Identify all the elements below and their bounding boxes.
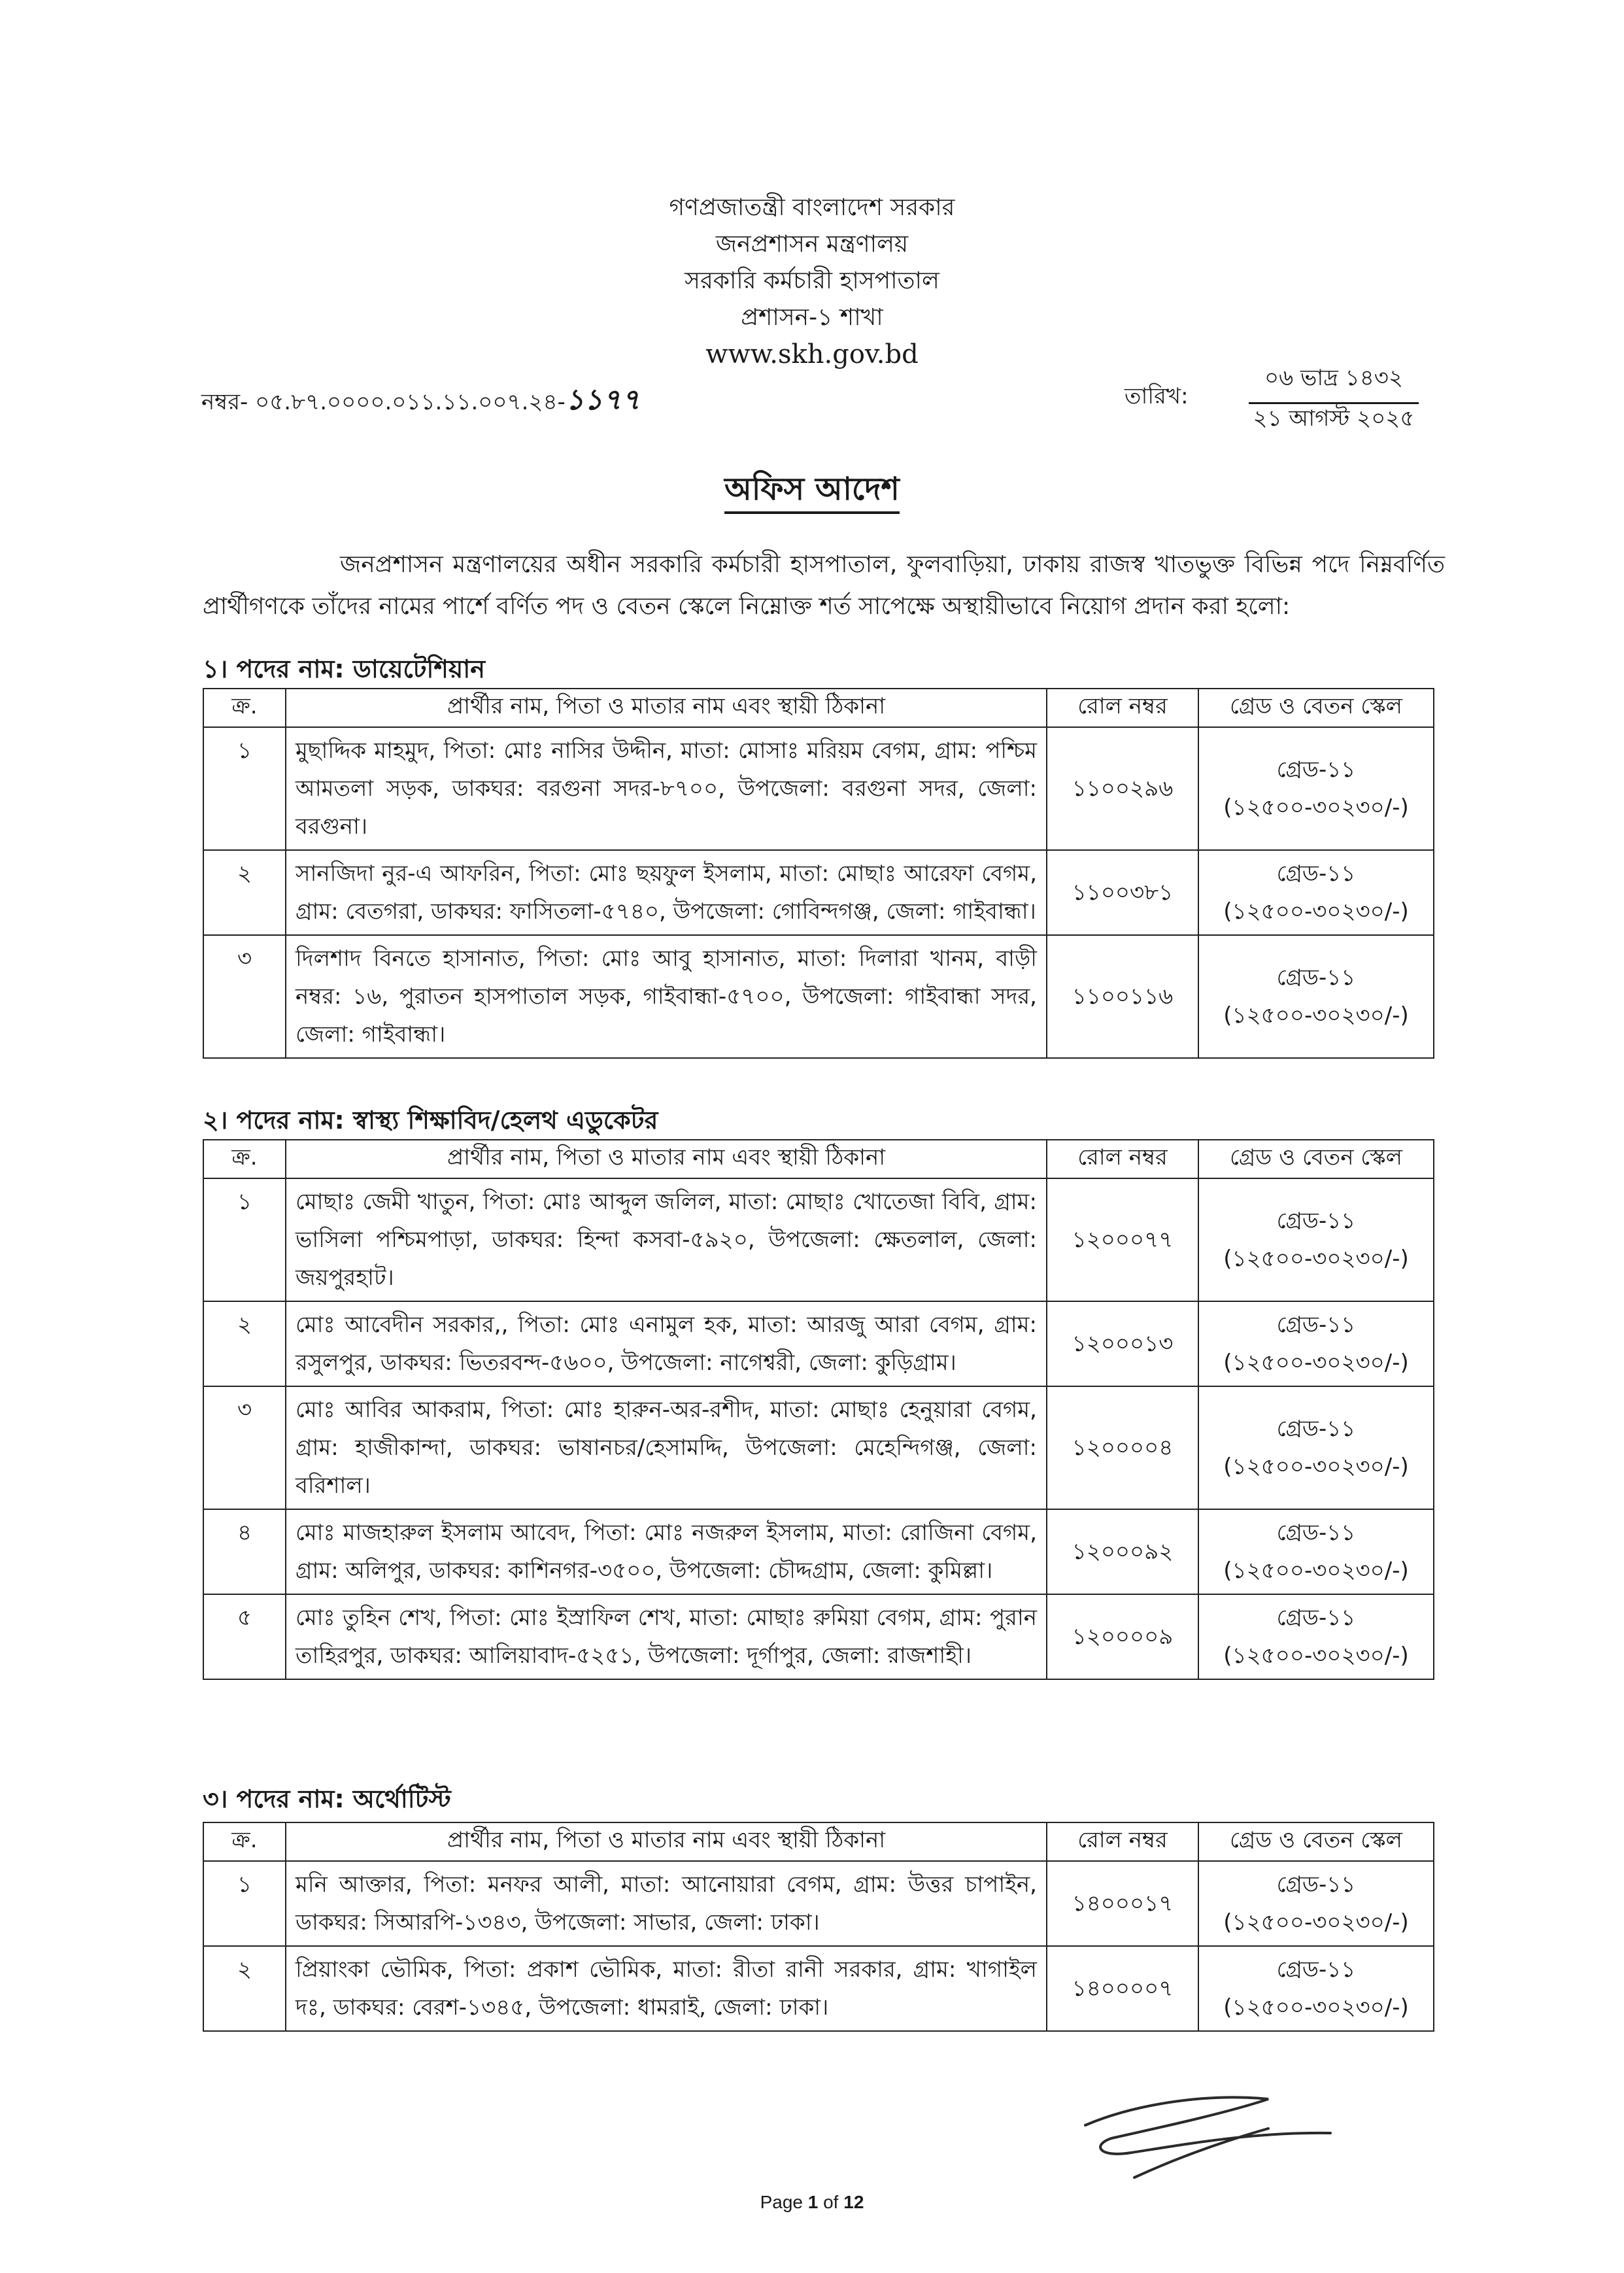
serial-cell: ৩ [203,1386,286,1509]
roll-cell: ১২০০০৭৭ [1047,1178,1198,1301]
roll-cell: ১২০০০০৯ [1047,1594,1198,1679]
details-cell: সানজিদা নুর-এ আফরিন, পিতা: মোঃ ছয়ফুল ইসলাম, মাতা: মোছাঃ আরেফা বেগম, গ্রাম: বেতগরা, ডাকঘর: ফাসিতলা-৫৭৪০, উপজেলা: গোবিন্দগঞ্জ, জেলা: গাইবান্ধা। [286,850,1047,935]
table-row [203,1178,1434,1301]
grade-cell: গ্রেড-১১ (১২৫০০-৩০২৩০/-) [1198,935,1434,1058]
serial-cell: ১ [203,1861,286,1946]
table-header-row [203,1822,1434,1861]
section-heading: ৩। পদের নাম: অর্থোটিস্ট [203,1785,451,1813]
page-number: Page 1 of 12 [760,2192,864,2212]
serial-cell: ৪ [203,1509,286,1594]
details-cell: প্রিয়াংকা ভৌমিক, পিতা: প্রকাশ ভৌমিক, মাতা: রীতা রানী সরকার, গ্রাম: খাগাইল দঃ, ডাকঘর: বেরশ-১৩৪৫, উপজেলা: ধামরাই, জেলা: ঢাকা। [286,1946,1047,2031]
section-heading: ১। পদের নাম: ডায়েটেশিয়ান [203,655,485,683]
branch-name: প্রশাসন-১ শাখা [741,304,883,331]
col-details: প্রার্থীর নাম, পিতা ও মাতার নাম এবং স্থায়ী ঠিকানা [286,1140,1047,1178]
details-cell: দিলশাদ বিনতে হাসানাত, পিতা: মোঃ আবু হাসানাত, মাতা: দিলারা খানম, বাড়ী নম্বর: ১৬, পুরাতন হাসপাতাল সড়ক, গাইবান্ধা-৫৭০০, উপজেলা: গাইবান্ধা সদর, জেলা: গাইবান্ধা। [286,935,1047,1058]
roll-cell: ১১০০২৯৬ [1047,727,1198,850]
date-label: তারিখ: [1125,383,1189,409]
table-row [203,1386,1434,1509]
candidates-table [203,688,1434,1059]
serial-cell: ১ [203,1178,286,1301]
grade-cell: গ্রেড-১১ (১২৫০০-৩০২৩০/-) [1198,1861,1434,1946]
col-serial: ক্র. [203,1140,286,1178]
grade-cell: গ্রেড-১১ (১২৫০০-৩০২৩০/-) [1198,1594,1434,1679]
col-serial: ক্র. [203,689,286,727]
details-cell: মোঃ মাজহারুল ইসলাম আবেদ, পিতা: মোঃ নজরুল ইসলাম, মাতা: রোজিনা বেগম, গ্রাম: অলিপুর, ডাকঘর: কাশিনগর-৩৫০০, উপজেলা: চৌদ্দগ্রাম, জেলা: কুমিল্লা। [286,1509,1047,1594]
col-roll: রোল নম্বর [1047,1822,1198,1861]
roll-cell: ১২০০০০৪ [1047,1386,1198,1509]
grade-cell: গ্রেড-১১ (১২৫০০-৩০২৩০/-) [1198,1178,1434,1301]
date-bangla: ০৬ ভাদ্র ১৪৩২ [1249,361,1419,404]
col-grade: গ্রেড ও বেতন স্কেল [1198,1822,1434,1861]
website-link[interactable]: www.skh.gov.bd [705,339,919,369]
grade-cell: গ্রেড-১১ (১২৫০০-৩০২৩০/-) [1198,1509,1434,1594]
roll-cell: ১৪০০০১৭ [1047,1861,1198,1946]
serial-cell: ২ [203,850,286,935]
table-header-row [203,689,1434,727]
memo-number [201,378,640,426]
col-details: প্রার্থীর নাম, পিতা ও মাতার নাম এবং স্থায়ী ঠিকানা [286,689,1047,727]
details-cell: মোঃ আবির আকরাম, পিতা: মোঃ হারুন-অর-রশীদ, মাতা: মোছাঃ হেনুয়ারা বেগম, গ্রাম: হাজীকান্দা, ডাকঘর: ভাষানচর/হেসামদ্দি, উপজেলা: মেহেন্দিগঞ্জ, জেলা: বরিশাল। [286,1386,1047,1509]
roll-cell: ১১০০১১৬ [1047,935,1198,1058]
col-roll: রোল নম্বর [1047,1140,1198,1178]
document-title: অফিস আদেশ [0,466,1624,517]
letterhead [0,190,1624,373]
table-row [203,727,1434,850]
candidates-table [203,1822,1434,2032]
grade-cell: গ্রেড-১১ (১২৫০০-৩০২৩০/-) [1198,850,1434,935]
intro-paragraph: জনপ্রশাসন মন্ত্রণালয়ের অধীন সরকারি কর্মচারী হাসপাতাল, ফুলবাড়িয়া, ঢাকায় রাজস্ব খাতভুক্ত বিভিন্ন পদে নিম্নবর্ণিত প্রার্থীগণকে তাঁদের নামের পার্শে বর্ণিত পদ ও বেতন স্কেলে নিম্নোক্ত শর্ত সাপেক্ষে অস্থায়ীভাবে নিয়োগ প্রদান করা হলো: [203,551,1445,620]
table-header-row [203,1140,1434,1178]
details-cell: মোছাঃ জেমী খাতুন, পিতা: মোঃ আব্দুল জলিল, মাতা: মোছাঃ খোতেজা বিবি, গ্রাম: ভাসিলা পশ্চিমপাড়া, ডাকঘর: হিন্দা কসবা-৫৯২০, উপজেলা: ক্ষেতলাল, জেলা: জয়পুরহাট। [286,1178,1047,1301]
memo-prefix: নম্বর- ০৫.৮৭.০০০০.০১১.১১.০০৭.২৪- [201,389,566,415]
col-roll: রোল নম্বর [1047,689,1198,727]
details-cell: মনি আক্তার, পিতা: মনফর আলী, মাতা: আনোয়ারা বেগম, গ্রাম: উত্তর চাপাইন, ডাকঘর: সিআরপি-১৩৪৩, উপজেলা: সাভার, জেলা: ঢাকা। [286,1861,1047,1946]
date-english: ২১ আগস্ট ২০২৫ [1253,405,1415,432]
ministry-name: জনপ্রশাসন মন্ত্রণালয় [715,231,909,258]
roll-cell: ১২০০০৯২ [1047,1509,1198,1594]
table-row [203,850,1434,935]
roll-cell: ১৪০০০০৭ [1047,1946,1198,2031]
table-row [203,1594,1434,1679]
serial-cell: ২ [203,1946,286,2031]
roll-cell: ১২০০০১৩ [1047,1301,1198,1386]
serial-cell: ২ [203,1301,286,1386]
hospital-name: সরকারি কর্মচারী হাসপাতাল [685,267,939,294]
col-grade: গ্রেড ও বেতন স্কেল [1198,1140,1434,1178]
table-row [203,1301,1434,1386]
col-details: প্রার্থীর নাম, পিতা ও মাতার নাম এবং স্থায়ী ঠিকানা [286,1822,1047,1861]
memo-handwritten-number: ১১৭৭ [565,383,641,417]
details-cell: মোঃ তুহিন শেখ, পিতা: মোঃ ইস্রাফিল শেখ, মাতা: মোছাঃ রুমিয়া বেগম, গ্রাম: পুরান তাহিরপুর, ডাকঘর: আলিয়াবাদ-৫২৫১, উপজেলা: দূর্গাপুর, জেলা: রাজশাহী। [286,1594,1047,1679]
serial-cell: ১ [203,727,286,850]
grade-cell: গ্রেড-১১ (১২৫০০-৩০২৩০/-) [1198,1301,1434,1386]
grade-cell: গ্রেড-১১ (১২৫০০-৩০২৩০/-) [1198,1386,1434,1509]
table-row [203,1861,1434,1946]
candidates-table [203,1139,1434,1680]
table-row [203,1509,1434,1594]
col-grade: গ্রেড ও বেতন স্কেল [1198,689,1434,727]
roll-cell: ১১০০৩৮১ [1047,850,1198,935]
details-cell: মুছাদ্দিক মাহমুদ, পিতা: মোঃ নাসির উদ্দীন, মাতা: মোসাঃ মরিয়ম বেগম, গ্রাম: পশ্চিম আমতলা সড়ক, ডাকঘর: বরগুনা সদর-৮৭০০, উপজেলা: বরগুনা সদর, জেলা: বরগুনা। [286,727,1047,850]
details-cell: মোঃ আবেদীন সরকার,, পিতা: মোঃ এনামুল হক, মাতা: আরজু আরা বেগম, গ্রাম: রসুলপুর, ডাকঘর: ভিতরবন্দ-৫৬০০, উপজেলা: নাগেশ্বরী, জেলা: কুড়িগ্রাম। [286,1301,1047,1386]
col-serial: ক্র. [203,1822,286,1861]
govt-name: গণপ্রজাতন্ত্রী বাংলাদেশ সরকার [669,194,955,221]
serial-cell: ৩ [203,935,286,1058]
grade-cell: গ্রেড-১১ (১২৫০০-৩০২৩০/-) [1198,727,1434,850]
serial-cell: ৫ [203,1594,286,1679]
section-heading: ২। পদের নাম: স্বাস্থ্য শিক্ষাবিদ/হেলথ এডুকেটর [203,1106,658,1135]
grade-cell: গ্রেড-১১ (১২৫০০-৩০২৩০/-) [1198,1946,1434,2031]
table-row [203,935,1434,1058]
signature-image [1072,2079,1347,2184]
table-row [203,1946,1434,2031]
